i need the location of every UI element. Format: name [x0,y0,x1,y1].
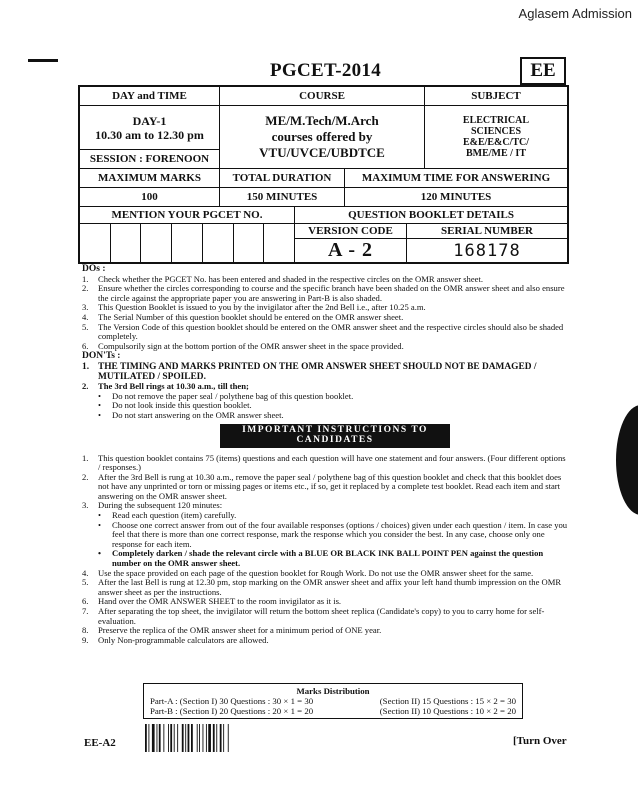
marks-part-a-row: Part-A : (Section I) 30 Questions : 30 × 1 = 30 (Section II) 15 Questions : 15 × 2 = 30 [150,696,516,706]
instruction-3-bullet-2: • Choose one correct answer from out of the four available responses (options / choices) given under each question / item. In case you feel that there is more than one correct response, mark the response which you consider the best. In any case, choose only one response for each item. [98,519,568,549]
barcode-bar [148,724,149,752]
serial-number-value: 168178 [453,240,521,261]
total-duration-value: 150 MINUTES [220,188,345,206]
page-title: PGCET-2014 [270,60,382,81]
barcode-bar [216,724,217,752]
barcode-bar [168,724,169,752]
instruction-4: 4. Use the space provided on each page of the question booklet for Rough Work. Do not use the OMR answer sheet for the same. [82,567,534,578]
instruction-8: 8. Preserve the replica of the OMR answer sheet for a minimum period of ONE year. [82,625,382,636]
barcode-bar [213,724,215,752]
barcode-bar [185,724,186,752]
barcode-bar [203,724,204,752]
instruction-7: 7. After separating the top sheet, the invigilator will return the bottom sheet replica (Candidate's copy) to you to carry home for self-evaluation. [82,606,545,626]
course-cell [220,106,425,168]
serial-number-header: SERIAL NUMBER [441,225,533,237]
time-label: 10.30 am to 12.30 pm [95,127,204,142]
marks-distribution-title: Marks Distribution [296,686,370,696]
barcode-bar [182,724,184,752]
turn-over-label: [Turn Over [513,735,567,747]
barcode-bar [220,724,222,752]
subject-line-3: E&E/E&C/TC/ [462,137,530,148]
max-marks-header: MAXIMUM MARKS [80,169,220,187]
margin-dash [28,59,58,62]
punch-hole-shadow [616,405,638,515]
subject-line-4: BME/ME / IT [465,148,526,159]
donts-bullet: • Do not look inside this question booklet. [98,400,252,411]
max-time-value: 120 MINUTES [420,191,492,203]
pgcet-no-header: MENTION YOUR PGCET NO. [80,207,295,223]
donts-bullet: • Do not start answering on the OMR answer sheet. [98,409,284,420]
subject-line-2: SCIENCES [470,126,522,137]
barcode-bar [223,724,224,752]
exam-details-grid [78,85,569,264]
barcode-bar [206,724,207,752]
marks-distribution-box [143,683,523,719]
dos-item: 4. The Serial Number of this question booklet should be entered on the OMR answer sheet. [82,311,404,322]
instruction-9: 9. Only Non-programmable calculators are allowed. [82,634,269,645]
grid-header-row [80,87,567,106]
barcode-bar [163,724,164,752]
max-time-header: MAXIMUM TIME FOR ANSWERING [361,172,551,184]
barcode-bar [197,724,198,752]
grid-pgcet-row [80,224,567,262]
dos-list [82,275,570,352]
day-time-header: DAY and TIME [80,87,220,105]
day-label: DAY-1 [132,113,167,128]
grid-marks-header-row [80,169,567,188]
barcode-bar [199,724,200,752]
marks-part-b-row: Part-B : (Section I) 20 Questions : 20 × 1 = 20 (Section II) 10 Questions : 10 × 2 = 20 [150,706,516,716]
barcode-bar [157,724,158,752]
instruction-2: 2. After the 3rd Bell is rung at 10.30 a.m., remove the paper seal / polythene bag of this question booklet and check that this booklet does not have any unprinted or torn or missing pages or items etc., if so, get it replaced by a complete test booklet. Read each item and start answering on the OMR answer sheet. [82,471,562,501]
footer-paper-code: EE-A2 [84,737,116,749]
course-header: COURSE [220,87,425,105]
barcode-bar [208,724,211,752]
dos-item: 1. Check whether the PGCET No. has been entered and shaded in the respective circles on the OMR answer sheet. [82,273,484,284]
grid-pgcet-header-row [80,207,567,224]
version-code-value: A - 2 [295,239,407,262]
course-line-1: ME/M.Tech/M.Arch [265,113,379,128]
instruction-6: 6. Hand over the OMR ANSWER SHEET to the room invigilator as it is. [82,596,342,607]
barcode-bar [145,724,147,752]
total-duration-header: TOTAL DURATION [220,169,345,187]
dos-item: 2. Ensure whether the circles corresponding to course and the specific branch have been shaded on the OMR answer sheet and also ensure the circle against the appropriate paper you are answering in Part-B is also shaded. [82,283,565,303]
instruction-1: 1. This question booklet contains 75 (items) questions and each question will have one statement and four answers. (Four different options / responses.) [82,452,566,473]
dos-item: 5. The Version Code of this question booklet should be entered on the OMR answer sheet and the respective circles should also be shaded completely. [82,321,564,342]
booklet-details-header: QUESTION BOOKLET DETAILS [348,209,514,221]
instruction-3: 3. During the subsequent 120 minutes: [82,500,223,511]
donts-item-2: 2. The 3rd Bell rings at 10.30 a.m., till then; [82,380,249,391]
dos-heading: DOs : [82,264,106,274]
barcode-bar [177,724,178,752]
donts-heading: DON'Ts : [82,351,121,362]
day-time-cell [80,106,220,168]
barcode-bar [159,724,161,752]
donts-item-1: 1. THE TIMING AND MARKS PRINTED ON THE OMR ANSWER SHEET SHOULD NOT BE DAMAGED / MUTILATED / SPOILED. [82,361,537,382]
paper-code-box: EE [520,57,566,85]
barcode-bar [188,724,190,752]
donts-bullet: • Do not remove the paper seal / polythene bag of this question booklet. [98,390,354,401]
barcode-bar [191,724,193,752]
instruction-3-bullet-1: • Read each question (item) carefully. [98,510,237,521]
donts-bullets [82,392,570,421]
subject-line-1: ELECTRICAL [462,115,530,126]
barcode-bar [170,724,172,752]
barcode-bar [228,724,229,752]
grid-course-row [80,106,567,169]
pgcet-no-boxes[interactable] [80,224,295,262]
dos-item: 6. Compulsorily sign at the bottom portion of the OMR answer sheet in the space provided. [82,340,404,351]
grid-marks-row [80,188,567,207]
session-label: SESSION : FORENOON [80,149,219,168]
watermark: Aglasem Admission [518,6,632,21]
max-marks-value: 100 [80,188,220,206]
subject-header: SUBJECT [471,90,521,102]
instructions-body [82,265,570,645]
barcode-bar [174,724,175,752]
barcode [145,724,257,752]
subject-cell [425,106,567,168]
barcode-bar [152,724,155,752]
instruction-5: 5. After the last Bell is rung at 12.30 pm, stop marking on the OMR answer sheet and affix your left hand thumb impression on the OMR answer sheet as per the instructions. [82,577,562,597]
important-instructions-banner: IMPORTANT INSTRUCTIONS TO CANDIDATES [220,424,450,447]
instruction-3-bullet-3: • Completely darken / shade the relevant circle with a BLUE OR BLACK INK BALL POINT PEN against the question number on the OMR answer sheet. [98,548,544,569]
course-line-2: courses offered by [271,129,373,144]
version-code-header: VERSION CODE [295,224,407,238]
dos-item: 3. This Question Booklet is issued to you by the invigilator after the 2nd Bell i.e., after 10.25 a.m. [82,302,426,313]
course-line-3: VTU/UVCE/UBDTCE [259,145,385,160]
booklet-details-cell [295,224,567,262]
